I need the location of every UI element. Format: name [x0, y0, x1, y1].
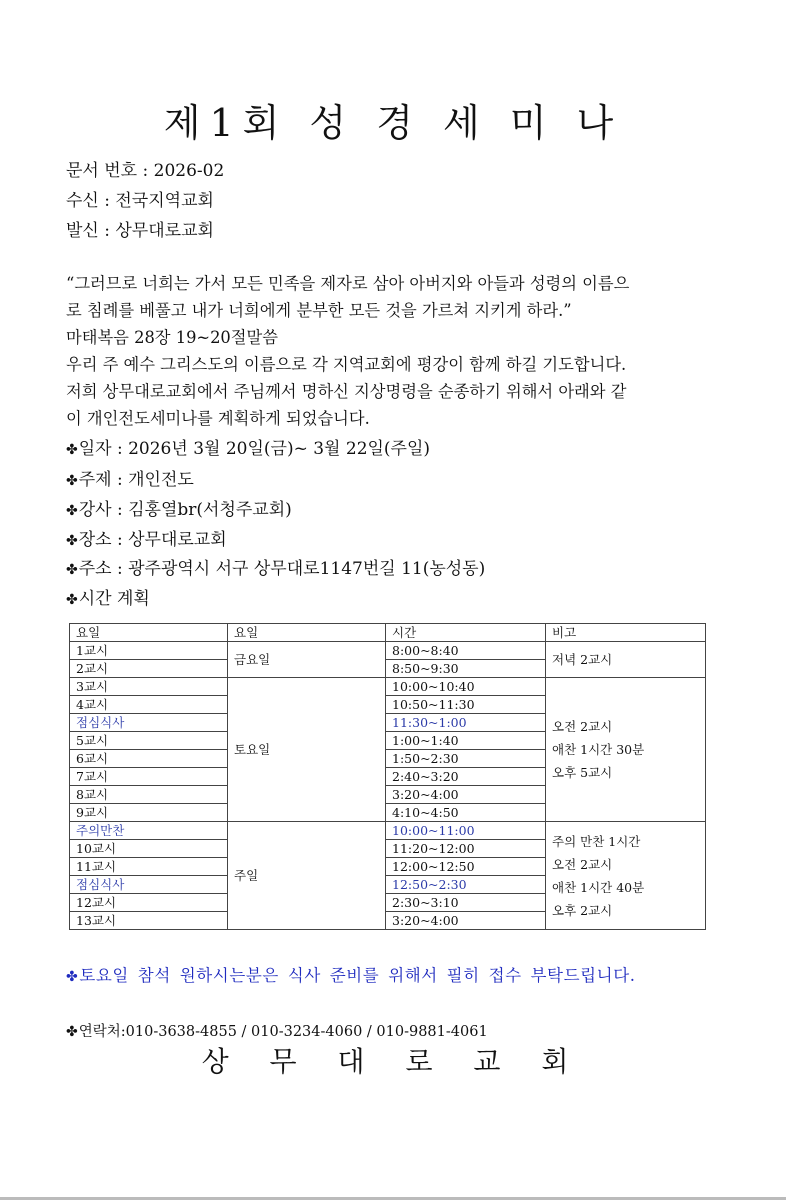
header-cell: 비고 [546, 624, 706, 642]
table-row [70, 642, 706, 660]
session-cell: 12교시 [70, 894, 228, 912]
note-line: 저녁 2교시 [552, 652, 613, 667]
header-cell: 요일 [228, 624, 386, 642]
session-cell: 9교시 [70, 804, 228, 822]
info-venue [66, 525, 227, 550]
scripture-line-2: 로 침례를 베풀고 내가 너희에게 분부한 모든 것을 가르쳐 지키게 하라.” [66, 301, 572, 320]
info-address-text: 주소 : 광주광역시 서구 상무대로1147번길 11(농성동) [78, 559, 486, 579]
session-cell: 2교시 [70, 660, 228, 678]
time-cell: 2:30~3:10 [386, 894, 546, 912]
schedule-heading-text: 시간 계획 [78, 589, 150, 609]
schedule-table [69, 623, 706, 930]
time-cell-communion: 10:00~11:00 [386, 822, 546, 840]
info-speaker-text: 강사 : 김홍열br(서청주교회) [78, 500, 292, 520]
note-line: 오전 2교시 [552, 719, 613, 734]
table-row [70, 822, 706, 840]
info-speaker [66, 495, 292, 520]
info-date-text: 일자 : 2026년 3월 20일(금)~ 3월 22일(주일) [78, 439, 431, 459]
day-cell-sunday: 주일 [228, 822, 386, 930]
info-venue-text: 장소 : 상무대로교회 [78, 530, 227, 550]
note-cell-friday [546, 642, 706, 678]
clover-bullet-icon: ✤ [66, 442, 78, 458]
saturday-notice [66, 962, 636, 986]
scripture-reference: 마태복음 28장 19~20절말씀 [66, 328, 278, 347]
header-cell: 시간 [386, 624, 546, 642]
doc-number: 문서 번호 : 2026-02 [66, 161, 225, 181]
info-address [66, 554, 485, 579]
session-cell-lunch: 점심식사 [70, 714, 228, 732]
note-line: 오후 5교시 [552, 765, 613, 780]
contact-text: 연락처:010-3638-4855 / 010-3234-4060 / 010-9881-4061 [78, 1024, 488, 1040]
session-cell: 8교시 [70, 786, 228, 804]
time-cell: 3:20~4:00 [386, 912, 546, 930]
clover-bullet-icon: ✤ [66, 969, 79, 985]
session-cell: 13교시 [70, 912, 228, 930]
time-cell: 3:20~4:00 [386, 786, 546, 804]
recipient: 수신 : 전국지역교회 [66, 191, 214, 211]
session-cell: 11교시 [70, 858, 228, 876]
notice-text: 토요일 참석 원하시는분은 식사 준비를 위해서 필히 접수 부탁드립니다. [79, 966, 636, 985]
session-cell: 7교시 [70, 768, 228, 786]
clover-bullet-icon: ✤ [66, 1024, 78, 1040]
info-schedule-heading [66, 584, 150, 609]
session-cell-lunch: 점심식사 [70, 876, 228, 894]
note-line: 애찬 1시간 30분 [552, 742, 645, 757]
header-cell: 요일 [70, 624, 228, 642]
note-line: 주의 만찬 1시간 [552, 833, 641, 849]
time-cell: 12:00~12:50 [386, 858, 546, 876]
note-cell-sunday [546, 822, 706, 930]
session-cell: 1교시 [70, 642, 228, 660]
clover-bullet-icon: ✤ [66, 503, 78, 519]
note-line: 오후 2교시 [552, 902, 613, 918]
time-cell: 4:10~4:50 [386, 804, 546, 822]
info-topic [66, 465, 194, 490]
intro-line-1: 저희 상무대로교회에서 주님께서 명하신 지상명령을 순종하기 위해서 아래와 같 [66, 382, 627, 401]
day-cell-friday: 금요일 [228, 642, 386, 678]
info-topic-text: 주제 : 개인전도 [78, 470, 194, 490]
session-cell-communion: 주의만찬 [70, 822, 228, 840]
time-cell: 8:50~9:30 [386, 660, 546, 678]
table-header-row [70, 624, 706, 642]
time-cell: 8:00~8:40 [386, 642, 546, 660]
time-cell: 1:00~1:40 [386, 732, 546, 750]
time-cell: 10:50~11:30 [386, 696, 546, 714]
greeting: 우리 주 예수 그리스도의 이름으로 각 지역교회에 평강이 함께 하길 기도합니다. [66, 355, 627, 374]
note-line: 오전 2교시 [552, 856, 613, 872]
table-row [70, 678, 706, 696]
time-cell: 1:50~2:30 [386, 750, 546, 768]
day-cell-saturday: 토요일 [228, 678, 386, 822]
contact-info [66, 1020, 488, 1041]
time-cell: 10:00~10:40 [386, 678, 546, 696]
clover-bullet-icon: ✤ [66, 562, 78, 578]
document-title: 제1회 성 경 세 미 나 [163, 101, 623, 145]
sender: 발신 : 상무대로교회 [66, 221, 214, 241]
clover-bullet-icon: ✤ [66, 592, 78, 608]
session-cell: 6교시 [70, 750, 228, 768]
session-cell: 4교시 [70, 696, 228, 714]
clover-bullet-icon: ✤ [66, 533, 78, 549]
time-cell-lunch: 12:50~2:30 [386, 876, 546, 894]
body-text [66, 270, 721, 432]
church-name: 상 무 대 로 교 회 [201, 1045, 585, 1078]
intro-line-2: 이 개인전도세미나를 계획하게 되었습니다. [66, 409, 370, 428]
time-cell: 11:20~12:00 [386, 840, 546, 858]
info-date [66, 434, 430, 459]
note-cell-saturday [546, 678, 706, 822]
session-cell: 3교시 [70, 678, 228, 696]
time-cell: 2:40~3:20 [386, 768, 546, 786]
note-line: 애찬 1시간 40분 [552, 879, 645, 895]
time-cell-lunch: 11:30~1:00 [386, 714, 546, 732]
session-cell: 10교시 [70, 840, 228, 858]
clover-bullet-icon: ✤ [66, 473, 78, 489]
scripture-line-1: “그러므로 너희는 가서 모든 민족을 제자로 삼아 아버지와 아들과 성령의 이름으 [66, 274, 630, 293]
session-cell: 5교시 [70, 732, 228, 750]
